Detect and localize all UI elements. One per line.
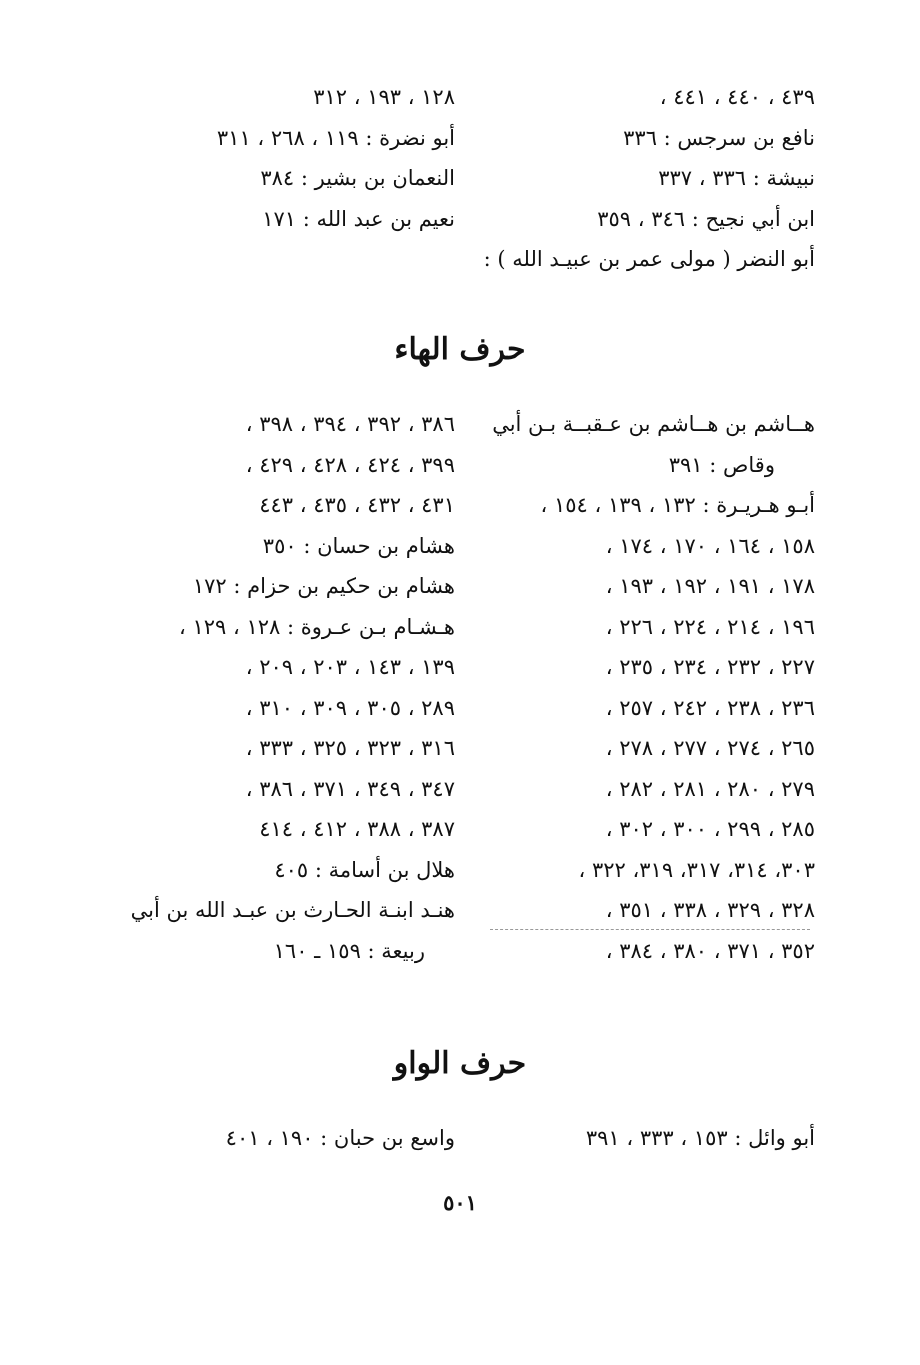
index-entry: ٣٨٧ ، ٣٨٨ ، ٤١٢ ، ٤١٤ [259, 817, 455, 841]
index-entry: نعيم بن عبد الله : ١٧١ [262, 206, 455, 231]
index-entry: ١٩٦ ، ٢١٤ ، ٢٢٤ ، ٢٢٦ ، [605, 614, 815, 639]
section-heading-waw: حرف الواو [393, 1046, 527, 1081]
section-heading-ha: حرف الهاء [394, 332, 526, 367]
index-entry: أبـو هـريـرة : ١٣٢ ، ١٣٩ ، ١٥٤ ، [540, 493, 815, 517]
index-entry: ربيعة : ١٥٩ ـ ١٦٠ [273, 938, 425, 963]
index-entry: أبو النضر ( مولى عمر بن عبيـد الله ) : [483, 247, 815, 271]
section1-right-column [480, 77, 815, 280]
index-entry: ٢٧٩ ، ٢٨٠ ، ٢٨١ ، ٢٨٢ ، [605, 776, 815, 801]
index-entry: هنـد ابنـة الحـارث بن عبـد الله بن أبي [130, 898, 455, 922]
section2-left-column [115, 404, 455, 971]
index-entry: ٣٢٨ ، ٣٢٩ ، ٣٣٨ ، ٣٥١ ، [605, 898, 815, 922]
index-entry: ١٣٩ ، ١٤٣ ، ٢٠٣ ، ٢٠٩ ، [245, 655, 455, 679]
index-entry: النعمان بن بشير : ٣٨٤ [260, 166, 455, 190]
section3-right-column [480, 1118, 815, 1159]
index-entry: ٣٥٢ ، ٣٧١ ، ٣٨٠ ، ٣٨٤ ، [605, 938, 815, 963]
index-entry: هشام بن حكيم بن حزام : ١٧٢ [192, 574, 455, 598]
section2-right-column [480, 404, 815, 971]
dashed-divider [490, 929, 810, 930]
index-entry: هلال بن أسامة : ٤٠٥ [274, 857, 455, 882]
index-entry: ٢٨٩ ، ٣٠٥ ، ٣٠٩ ، ٣١٠ ، [245, 695, 455, 720]
index-entry: نافع بن سرجس : ٣٣٦ [623, 125, 815, 150]
index-entry: ١٧٨ ، ١٩١ ، ١٩٢ ، ١٩٣ ، [605, 574, 815, 598]
index-entry: ٤٣١ ، ٤٣٢ ، ٤٣٥ ، ٤٤٣ [259, 493, 455, 517]
index-entry: ٣٤٧ ، ٣٤٩ ، ٣٧١ ، ٣٨٦ ، [245, 776, 455, 801]
index-entry: ١٢٨ ، ١٩٣ ، ٣١٢ [313, 85, 455, 109]
index-entry: ٣٠٣، ٣١٤، ٣١٧، ٣١٩، ٣٢٢ ، [578, 857, 815, 882]
index-entry: ابن أبي نجيح : ٣٤٦ ، ٣٥٩ [597, 206, 815, 231]
index-entry: أبو نضرة : ١١٩ ، ٢٦٨ ، ٣١١ [216, 125, 455, 150]
index-entry: نبيشة : ٣٣٦ ، ٣٣٧ [658, 166, 815, 190]
index-entry: وقاص : ٣٩١ [668, 452, 775, 477]
index-entry: ٢٦٥ ، ٢٧٤ ، ٢٧٧ ، ٢٧٨ ، [605, 736, 815, 760]
index-entry: ٢٢٧ ، ٢٣٢ ، ٢٣٤ ، ٢٣٥ ، [605, 655, 815, 679]
index-entry: ٣١٦ ، ٣٢٣ ، ٣٢٥ ، ٣٣٣ ، [245, 736, 455, 760]
index-entry: ٤٣٩ ، ٤٤٠ ، ٤٤١ ، [659, 85, 815, 109]
index-entry: ٢٣٦ ، ٢٣٨ ، ٢٤٢ ، ٢٥٧ ، [605, 695, 815, 720]
section1-left-column [115, 77, 455, 239]
index-entry: ١٥٨ ، ١٦٤ ، ١٧٠ ، ١٧٤ ، [605, 533, 815, 558]
section3-left-column [115, 1118, 455, 1159]
index-entry: ٢٨٥ ، ٢٩٩ ، ٣٠٠ ، ٣٠٢ ، [605, 817, 815, 841]
index-entry: هــاشم بن هــاشم بن عـقبــة بـن أبي [492, 412, 815, 436]
index-entry: واسع بن حبان : ١٩٠ ، ٤٠١ [225, 1126, 455, 1150]
index-entry: أبو وائل : ١٥٣ ، ٣٣٣ ، ٣٩١ [585, 1126, 815, 1150]
page-number: ٥٠١ [443, 1190, 477, 1215]
index-entry: ٣٩٩ ، ٤٢٤ ، ٤٢٨ ، ٤٢٩ ، [245, 452, 455, 477]
index-entry: ٣٨٦ ، ٣٩٢ ، ٣٩٤ ، ٣٩٨ ، [245, 412, 455, 436]
index-entry: هشام بن حسان : ٣٥٠ [262, 533, 455, 558]
index-entry: هـشـام بـن عـروة : ١٢٨ ، ١٢٩ ، [179, 614, 455, 639]
